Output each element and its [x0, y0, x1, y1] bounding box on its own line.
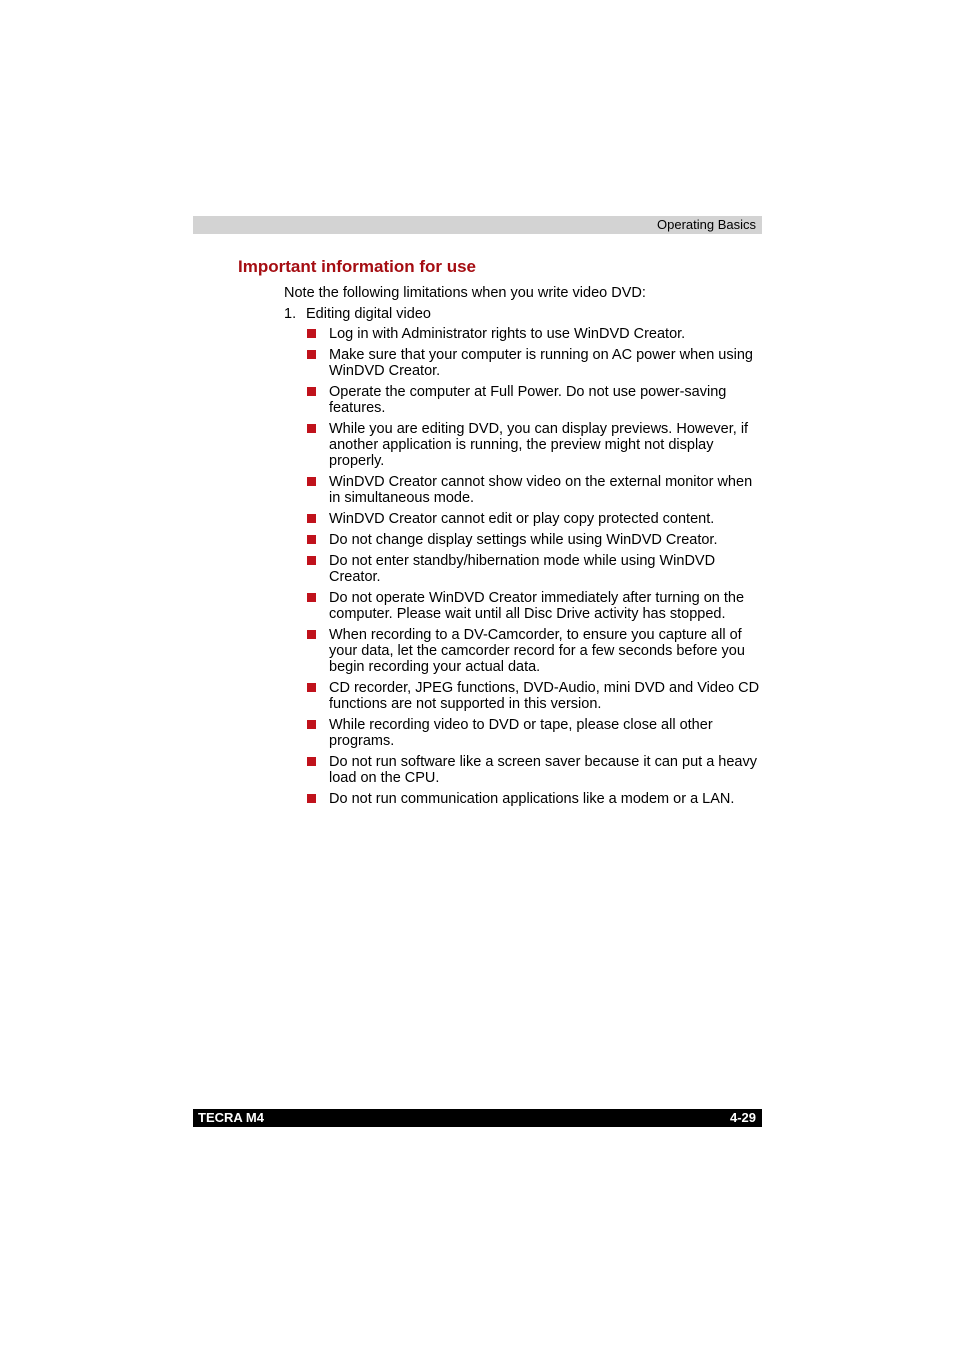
list-item [306, 627, 762, 675]
list-item-text: Log in with Administrator rights to use WinDVD Creator. [329, 326, 686, 342]
list-item-text: Do not run communication applications like a modem or a LAN. [329, 791, 735, 807]
list-item [306, 326, 762, 342]
list-item [306, 511, 762, 527]
chapter-title: Operating Basics [657, 217, 756, 232]
list-item-text: Do not enter standby/hibernation mode while using WinDVD Creator. [329, 553, 716, 585]
square-bullet-icon [307, 757, 316, 766]
list-item [306, 791, 762, 807]
square-bullet-icon [307, 387, 316, 396]
square-bullet-icon [307, 683, 316, 692]
list-item-text: Operate the computer at Full Power. Do not use power-saving features. [329, 384, 727, 416]
square-bullet-icon [307, 477, 316, 486]
list-item [306, 717, 762, 749]
product-model: TECRA M4 [198, 1110, 264, 1125]
list-item-text: When recording to a DV-Camcorder, to ensure you capture all of your data, let the camcorder record for a few seconds before you begin recording your actual data. [329, 627, 745, 675]
section-heading: Important information for use [238, 257, 476, 276]
list-item [306, 347, 762, 379]
square-bullet-icon [307, 720, 316, 729]
list-item-text: While you are editing DVD, you can display previews. However, if another application is running, the preview might not display properly. [329, 421, 749, 469]
list-item [306, 553, 762, 585]
list-item-text: CD recorder, JPEG functions, DVD-Audio, mini DVD and Video CD functions are not supported in this version. [329, 680, 760, 712]
list-item [306, 384, 762, 416]
page-footer-bar [193, 1109, 762, 1127]
square-bullet-icon [307, 556, 316, 565]
list-item [306, 754, 762, 786]
numbered-step [284, 306, 431, 322]
square-bullet-icon [307, 593, 316, 602]
list-item [306, 474, 762, 506]
square-bullet-icon [307, 350, 316, 359]
square-bullet-icon [307, 794, 316, 803]
square-bullet-icon [307, 630, 316, 639]
square-bullet-icon [307, 424, 316, 433]
list-item-text: WinDVD Creator cannot show video on the external monitor when in simultaneous mode. [329, 474, 753, 506]
list-item-text: Do not operate WinDVD Creator immediately after turning on the computer. Please wait until all Disc Drive activity has stopped. [329, 590, 745, 622]
intro-paragraph: Note the following limitations when you write video DVD: [284, 285, 646, 301]
list-item [306, 421, 762, 469]
list-item-text: While recording video to DVD or tape, please close all other programs. [329, 717, 713, 749]
step-label: Editing digital video [306, 306, 431, 322]
list-item-text: Do not run software like a screen saver because it can put a heavy load on the CPU. [329, 754, 757, 786]
square-bullet-icon [307, 329, 316, 338]
list-item [306, 680, 762, 712]
limitations-list [306, 326, 762, 812]
list-item-text: Do not change display settings while using WinDVD Creator. [329, 532, 718, 548]
square-bullet-icon [307, 514, 316, 523]
list-item [306, 532, 762, 548]
page-header-bar [193, 216, 762, 234]
step-number: 1. [284, 306, 297, 322]
page-number: 4-29 [729, 1110, 756, 1125]
square-bullet-icon [307, 535, 316, 544]
list-item [306, 590, 762, 622]
list-item-text: Make sure that your computer is running on AC power when using WinDVD Creator. [329, 347, 753, 379]
list-item-text: WinDVD Creator cannot edit or play copy protected content. [329, 511, 715, 527]
